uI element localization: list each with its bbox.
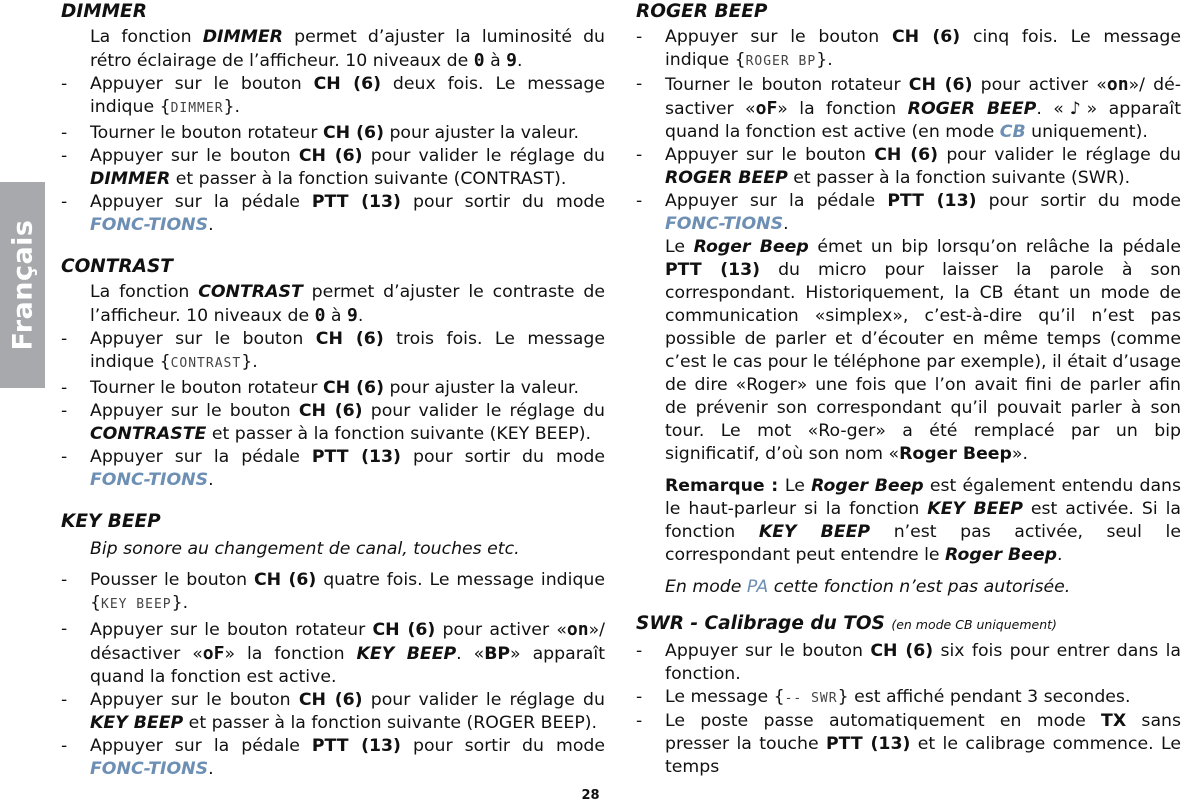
list-item: - Appuyer sur le bouton CH (6) cinq fois. Le message indique {ROGER BP}. bbox=[636, 26, 1181, 73]
section-dimmer bbox=[61, 0, 605, 237]
section-keybeep bbox=[61, 510, 605, 781]
contrast-intro: La fonction CONTRAST permet d’ajuster le contraste de l’afficheur. 10 niveaux de 0 à 9. bbox=[90, 282, 605, 326]
right-column bbox=[636, 0, 1181, 779]
roger-description: Le Roger Beep émet un bip lorsqu’on relâche la pédale PTT (13) du micro pour laisser la parole à son correspondant. Historiquement, la CB étant un mode de communication «simplex», c’est-à-dire qu’il n’est pas possible de parler et d’écouter en même temps (comme c’est le cas pour le téléphone par exemple), il était d’usage de dire «Roger» une fois que l’on avait fini de parler afin de prévenir son correspondant qu’il pouvait parler à son tour. Le mot «Ro-ger» a été remplacé par un bip significatif, d’où son nom «Roger Beep». bbox=[665, 237, 1181, 464]
roger-remark: Remarque : Le Roger Beep est également entendu dans le haut-parleur si la fonction KEY BEEP est activée. Si la fonction KEY BEEP n’est pas activée, seul le correspondant peut entendre le Roger Beep. bbox=[665, 476, 1181, 565]
page-number: 28 bbox=[581, 788, 600, 803]
list-item: - Appuyer sur la pédale PTT (13) pour sortir du mode FONC-TIONS. bbox=[61, 191, 605, 237]
list-item: - Appuyer sur la pédale PTT (13) pour sortir du mode FONC-TIONS. bbox=[636, 190, 1181, 236]
list-item: - Le message {-- SWR} est affiché pendant 3 secondes. bbox=[636, 686, 1181, 710]
list-item: - Appuyer sur la pédale PTT (13) pour sortir du mode FONC-TIONS. bbox=[61, 735, 605, 781]
section-contrast bbox=[61, 255, 605, 492]
list-item: - Tourner le bouton rotateur CH (6) pour ajuster la valeur. bbox=[61, 377, 605, 400]
language-tab-label: Français bbox=[7, 219, 38, 351]
list-item: - Appuyer sur le bouton CH (6) pour valider le réglage du ROGER BEEP et passer à la fonction suivante (SWR). bbox=[636, 144, 1181, 190]
dimmer-intro: La fonction DIMMER permet d’ajuster la luminosité du rétro éclairage de l’afficheur. 10 niveaux de 0 à 9. bbox=[90, 27, 606, 71]
list-item: - Appuyer sur le bouton CH (6) pour valider le réglage du CONTRASTE et passer à la fonction suivante (KEY BEEP). bbox=[61, 400, 605, 446]
left-column bbox=[61, 0, 605, 781]
list-item: - Appuyer sur le bouton CH (6) deux fois. Le message indique {DIMMER}. bbox=[61, 73, 605, 120]
list-item: - Appuyer sur le bouton CH (6) six fois pour entrer dans la fonction. bbox=[636, 640, 1181, 686]
keybeep-intro: Bip sonore au changement de canal, touches etc. bbox=[90, 539, 520, 559]
list-item: - Appuyer sur la pédale PTT (13) pour sortir du mode FONC-TIONS. bbox=[61, 446, 605, 492]
list-item: - Appuyer sur le bouton rotateur CH (6) pour activer «on»/ désactiver «oF» la fonction KEY BEEP. «BP» apparaît quand la fonction est active. bbox=[61, 618, 605, 689]
roger-heading: ROGER BEEP bbox=[636, 1, 768, 22]
language-tab bbox=[0, 182, 45, 388]
swr-steps bbox=[636, 640, 1181, 779]
roger-pa-note: En mode PA cette fonction n’est pas autorisée. bbox=[665, 577, 1071, 597]
dimmer-heading: DIMMER bbox=[61, 1, 147, 22]
contrast-steps bbox=[61, 328, 605, 492]
section-swr bbox=[636, 612, 1181, 779]
list-item: - Pousser le bouton CH (6) quatre fois. Le message indique {KEY BEEP}. bbox=[61, 569, 605, 616]
dimmer-steps bbox=[61, 73, 605, 237]
contrast-heading: CONTRAST bbox=[61, 256, 173, 277]
list-item: - Tourner le bouton rotateur CH (6) pour ajuster la valeur. bbox=[61, 122, 605, 145]
swr-heading: SWR - Calibrage du TOS (en mode CB uniquement) bbox=[636, 613, 1057, 634]
list-item: - Appuyer sur le bouton CH (6) trois fois. Le message indique {CONTRAST}. bbox=[61, 328, 605, 375]
keybeep-steps bbox=[61, 569, 605, 781]
list-item: - Tourner le bouton rotateur CH (6) pour activer «on»/ dé-sactiver «oF» la fonction ROGER BEEP. «♪» apparaît quand la fonction est active (en mode CB uniquement). bbox=[636, 73, 1181, 144]
list-item: - Le poste passe automatiquement en mode TX sans presser la touche PTT (13) et le calibrage commence. Le temps bbox=[636, 710, 1181, 779]
list-item: - Appuyer sur le bouton CH (6) pour valider le réglage du DIMMER et passer à la fonction suivante (CONTRAST). bbox=[61, 145, 605, 191]
keybeep-heading: KEY BEEP bbox=[61, 511, 161, 532]
list-item: - Appuyer sur le bouton CH (6) pour valider le réglage du KEY BEEP et passer à la fonction suivante (ROGER BEEP). bbox=[61, 689, 605, 735]
section-roger-beep bbox=[636, 0, 1181, 599]
roger-steps bbox=[636, 26, 1181, 236]
